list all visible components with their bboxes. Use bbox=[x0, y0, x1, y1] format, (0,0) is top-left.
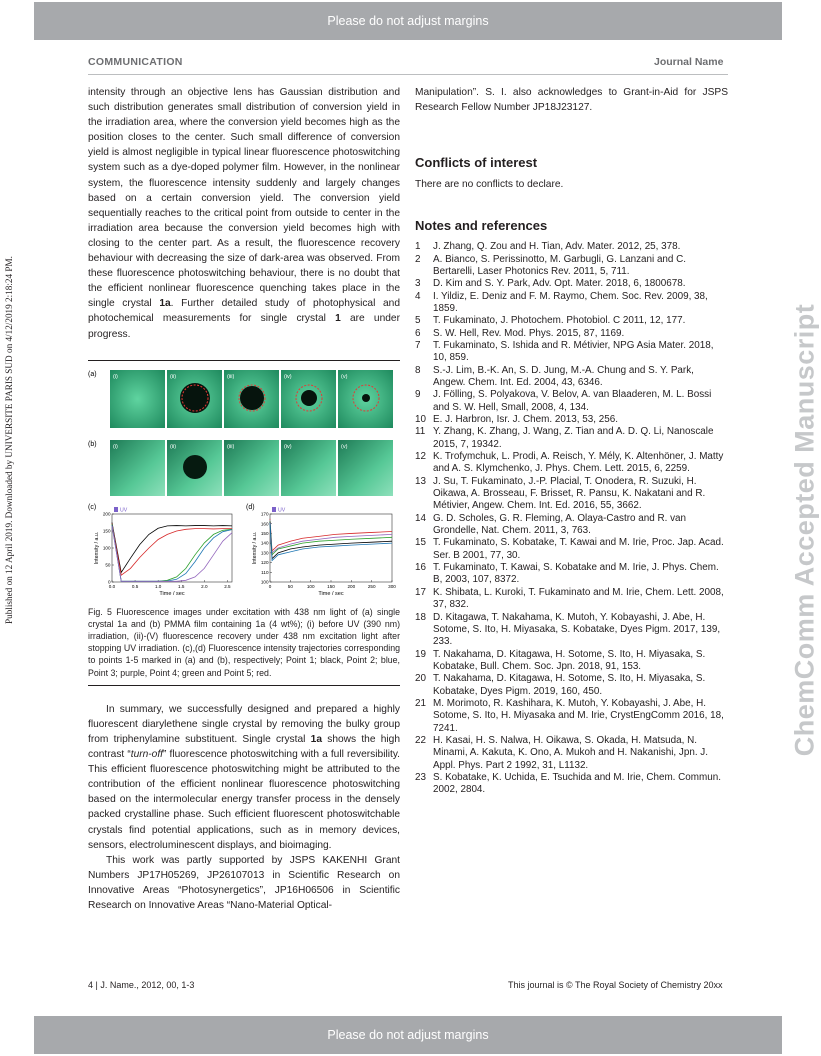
reference-item bbox=[415, 612, 728, 649]
y-tick-label: 170 bbox=[260, 511, 269, 517]
series-line bbox=[270, 519, 392, 552]
reference-text: M. Morimoto, R. Kashihara, K. Mutoh, Y. Kobayashi, J. Abe, H. Sotome, S. Ito, H. Miyasaka and M. Irie, CrystEngComm 2016, 18, 7241. bbox=[433, 697, 724, 734]
reference-item bbox=[415, 476, 728, 513]
reference-number: 13 bbox=[415, 475, 426, 487]
x-tick-label: 2.5 bbox=[224, 583, 231, 589]
reference-number: 4 bbox=[415, 290, 421, 302]
reference-item bbox=[415, 315, 728, 327]
reference-text: A. Bianco, S. Perissinotto, M. Garbugli, G. Lanzani and C. Bertarelli, Laser Photonics Rev. 2011, 5, 711. bbox=[433, 253, 687, 277]
chart-panel-c bbox=[94, 507, 232, 597]
x-tick-label: 0 bbox=[268, 583, 272, 589]
reference-text: J. Su, T. Fukaminato, J.-P. Placial, T. Onodera, R. Suzuki, H. Oikawa, A. Brosseau, F. Brisset, R. Pansu, K. Nakatani and R. Métivier, Angew. Chem. Int. Ed. 2016, 55, 3662. bbox=[433, 475, 706, 512]
reference-number: 17 bbox=[415, 586, 426, 598]
figure-caption: Fig. 5 Fluorescence images under excitation with 438 nm light of (a) single crystal 1a and (b) PMMA film containing 1a (4 wt%); (i) before UV (390 nm) irradiation, (ii)-(V) fluorescence recovery under 438 nm excitation light after stopping UV irradiation. (c),(d) Fluorescence intensity trajectories corresponding to points 1-5 marked in (a) and (b), respectively; Point 1; black, Point 2; blue, Point 3; purple, Point 4; green and Point 5; red. bbox=[88, 606, 400, 678]
uv-annotation: UV bbox=[278, 507, 286, 514]
reference-item bbox=[415, 278, 728, 290]
frame-label: (i) bbox=[113, 443, 118, 450]
x-tick-label: 300 bbox=[388, 583, 396, 589]
dark-area bbox=[301, 390, 317, 406]
reference-text: E. J. Harbron, Isr. J. Chem. 2013, 53, 256. bbox=[433, 414, 618, 425]
reference-list bbox=[415, 241, 728, 796]
uv-annotation: UV bbox=[120, 507, 128, 514]
reference-text: T. Fukaminato, S. Ishida and R. Métivier, NPG Asia Mater. 2018, 10, 859. bbox=[433, 339, 714, 364]
series-line bbox=[112, 523, 232, 575]
reference-text: T. Fukaminato, J. Photochem. Photobiol. C 2011, 12, 177. bbox=[433, 315, 686, 327]
reference-text: T. Fukaminato, S. Kobatake, T. Kawai and M. Irie, Proc. Jap. Acad. Ser. B 2001, 77, 30. bbox=[433, 537, 724, 561]
x-axis-label: Time / sec bbox=[159, 590, 185, 597]
reference-text: S. W. Hell, Rev. Mod. Phys. 2015, 87, 1169. bbox=[433, 327, 625, 339]
reference-text: S.-J. Lim, B.-K. An, S. D. Jung, M.-A. Chung and S. Y. Park, Angew. Chem. Int. Ed. 2004, 43, 6346. bbox=[433, 364, 694, 388]
reference-number: 9 bbox=[415, 389, 421, 401]
frame-label: (iii) bbox=[227, 443, 235, 450]
film-image-frame bbox=[110, 440, 165, 496]
plot-frame bbox=[270, 514, 392, 582]
reference-text: T. Fukaminato, T. Kawai, S. Kobatake and M. Irie, J. Phys. Chem. B, 2003, 107, 8372. bbox=[433, 562, 719, 586]
reference-number: 22 bbox=[415, 734, 426, 746]
reference-number: 5 bbox=[415, 315, 421, 327]
x-tick-label: 200 bbox=[347, 583, 356, 589]
y-tick-label: 160 bbox=[260, 520, 269, 526]
reference-item bbox=[415, 291, 728, 316]
y-tick-label: 140 bbox=[260, 540, 269, 546]
reference-item bbox=[415, 241, 728, 253]
frame-label: (ii) bbox=[170, 373, 177, 380]
reference-number: 19 bbox=[415, 648, 426, 660]
panel-d-label: (d) bbox=[246, 503, 255, 511]
notes-heading: Notes and references bbox=[415, 218, 548, 234]
reference-number: 14 bbox=[415, 512, 426, 524]
reference-item bbox=[415, 451, 728, 476]
body-paragraph: intensity through an objective lens has Gaussian distribution and such distribution generates small distribution of conversion yield in the irradiation area, where the conversion yield becomes high as the position closes to the center. Such small difference of conversion yield is almost negligible in typical linear fluorescence photoswitching system such as a dye-doped polymer film. However, in the nonlinear system, the fluorescence intensity suddenly and largely changes based on a certain conversion yield. The conversion yield sequentially reaches to the critical point from outside to center in the irradiation area because the conversion yield becomes high with closing to the center part. As a result, the fluorescence recovery behaviour with decreasing the size of dark-area was observed. From these fluorescence photoswitching behaviour, there is no doubt that the efficient nonlinear fluorescence quenching takes place in the single crystal 1a. Further detailed study of photophysical and photochemical measurements for single crystal 1 are under progress. bbox=[88, 87, 400, 340]
section-label: COMMUNICATION bbox=[88, 56, 183, 68]
figure-5-graphic bbox=[88, 368, 400, 600]
panel-c-label: (c) bbox=[88, 503, 97, 511]
reference-text: D. Kitagawa, T. Nakahama, K. Mutoh, Y. Kobayashi, J. Abe, H. Sotome, S. Ito, H. Miyasaka, S. Kobatake, Dyes Pigm. 2017, 139, 233. bbox=[433, 611, 721, 648]
y-tick-label: 100 bbox=[102, 545, 111, 551]
reference-text: S. Kobatake, K. Uchida, E. Tsuchida and M. Irie, Chem. Commun. 2002, 2804. bbox=[433, 771, 721, 796]
reference-item bbox=[415, 254, 728, 279]
dark-area bbox=[180, 383, 210, 413]
reference-item bbox=[415, 562, 728, 587]
acknowledgement-continuation: Manipulation”. S. I. also acknowledges to Grant-in-Aid for JSPS Research Fellow Number JP18J23127. bbox=[415, 87, 728, 114]
frame-label: (ii) bbox=[170, 443, 177, 450]
reference-item bbox=[415, 414, 728, 426]
summary-section: In summary, we successfully designed and prepared a highly fluorescent diarylethene single crystal by removing the bulky group from triphenylamine substituent. Single crystal 1a shows the high contrast “turn-off” fluorescence photoswitching with a full reversibility. This efficient fluorescence photoswitching might be attributed to the contribution of the efficient nonlinear fluorescence photoswitching based on the intermolecular energy transfer process in the densely packed crystalline phase. Such efficient fluorescent photoswitchable crystals find potential applications, such as in memory devices, sensors, electroluminescent displays, and bioimaging. This work was partly supported by JSPS KAKENHI Grant Numbers JP17H05269, JP26107013 in Scientific Research on Innovative Areas “Photosynergetics”, JP16H06506 in Scientific Research on Innovative Areas “Nano-Material Optical- bbox=[88, 702, 400, 913]
uv-marker bbox=[114, 507, 118, 512]
reference-text: T. Nakahama, D. Kitagawa, H. Sotome, S. Ito, H. Miyasaka, S. Kobatake, Bull. Chem. Soc. Jpn. 2018, 91, 153. bbox=[433, 648, 706, 672]
reference-number: 15 bbox=[415, 537, 426, 549]
reference-item bbox=[415, 649, 728, 674]
reference-text: J. Fölling, S. Polyakova, V. Belov, A. van Blaaderen, M. L. Bossi and S. W. Hell, Small, 2008, 4, 134. bbox=[433, 389, 712, 413]
y-tick-label: 100 bbox=[260, 579, 269, 585]
footer-citation: 4 | J. Name., 2012, 00, 1-3 bbox=[88, 980, 195, 990]
reference-number: 3 bbox=[415, 278, 421, 290]
reference-item bbox=[415, 698, 728, 735]
y-axis-label: Intensity / a.u. bbox=[252, 531, 258, 564]
top-margin-banner: Please do not adjust margins bbox=[34, 2, 782, 40]
publication-side-note: Published on 12 April 2019. Downloaded by UNIVERSITE PARIS SUD on 4/12/2019 2:18:24 PM. bbox=[4, 256, 14, 624]
x-tick-label: 0.0 bbox=[108, 583, 116, 589]
header-rule bbox=[88, 74, 728, 75]
dark-area bbox=[240, 386, 264, 410]
reference-item bbox=[415, 426, 728, 451]
frame-label: (iii) bbox=[227, 373, 235, 380]
right-column bbox=[415, 85, 728, 797]
x-tick-label: 2.0 bbox=[201, 583, 208, 589]
reference-number: 10 bbox=[415, 414, 426, 425]
reference-number: 2 bbox=[415, 253, 421, 265]
figure-rule bbox=[88, 685, 400, 686]
conflicts-heading: Conflicts of interest bbox=[415, 155, 538, 171]
reference-item bbox=[415, 772, 728, 797]
y-tick-label: 0 bbox=[107, 579, 111, 585]
reference-text: J. Zhang, Q. Zou and H. Tian, Adv. Mater. 2012, 25, 378. bbox=[433, 241, 681, 253]
reference-text: K. Shibata, L. Kuroki, T. Fukaminato and M. Irie, Chem. Lett. 2008, 37, 832. bbox=[433, 586, 724, 611]
x-tick-label: 100 bbox=[306, 583, 315, 589]
x-tick-label: 150 bbox=[327, 583, 335, 589]
reference-text: D. Kim and S. Y. Park, Adv. Opt. Mater. 2018, 6, 1800678. bbox=[433, 278, 686, 290]
reference-text: T. Nakahama, D. Kitagawa, H. Sotome, S. Ito, H. Miyasaka, S. Kobatake, Dyes Pigm. 2019, 160, 450. bbox=[433, 673, 706, 697]
reference-number: 21 bbox=[415, 697, 426, 709]
conflicts-text: There are no conflicts to declare. bbox=[415, 179, 564, 191]
reference-text: G. D. Scholes, G. R. Fleming, A. Olaya-Castro and R. van Grondelle, Nat. Chem. 2011, 3, 763. bbox=[433, 512, 687, 537]
reference-number: 20 bbox=[415, 673, 426, 685]
y-tick-label: 150 bbox=[260, 530, 269, 536]
series-line bbox=[112, 524, 232, 580]
reference-number: 11 bbox=[415, 426, 426, 438]
x-tick-label: 250 bbox=[367, 583, 376, 589]
panel-a-label: (a) bbox=[88, 370, 97, 378]
reference-number: 18 bbox=[415, 611, 426, 623]
y-tick-label: 150 bbox=[102, 528, 111, 534]
reference-item bbox=[415, 587, 728, 612]
accepted-manuscript-watermark: ChemComm Accepted Manuscript bbox=[789, 303, 820, 757]
left-column bbox=[88, 85, 400, 913]
reference-item bbox=[415, 328, 728, 340]
reference-text: K. Trofymchuk, L. Prodi, A. Reisch, Y. Mély, K. Altenhöner, J. Matty and A. S. Klymchenko, J. Phys. Chem. Lett. 2015, 6, 2259. bbox=[433, 451, 724, 475]
dark-area bbox=[362, 394, 370, 402]
x-tick-label: 50 bbox=[287, 583, 293, 589]
x-tick-label: 1.5 bbox=[178, 583, 185, 589]
y-tick-label: 200 bbox=[102, 511, 111, 517]
reference-number: 1 bbox=[415, 241, 421, 253]
reference-item bbox=[415, 735, 728, 772]
reference-number: 23 bbox=[415, 771, 426, 783]
reference-item bbox=[415, 365, 728, 390]
reference-number: 8 bbox=[415, 364, 421, 376]
reference-number: 12 bbox=[415, 451, 426, 463]
y-tick-label: 130 bbox=[260, 550, 269, 556]
y-tick-label: 120 bbox=[260, 559, 269, 565]
footer-copyright: This journal is © The Royal Society of Chemistry 20xx bbox=[508, 980, 723, 990]
y-axis-label: Intensity / a.u. bbox=[94, 531, 100, 564]
reference-item bbox=[415, 340, 728, 365]
frame-label: (iv) bbox=[284, 373, 292, 380]
journal-name: Journal Name bbox=[654, 56, 724, 68]
frame-label: (v) bbox=[341, 443, 348, 450]
reference-number: 16 bbox=[415, 562, 426, 574]
series-line bbox=[112, 522, 232, 572]
x-tick-label: 0.5 bbox=[131, 583, 139, 589]
reference-text: I. Yildiz, E. Deniz and F. M. Raymo, Chem. Soc. Rev. 2009, 38, 1859. bbox=[433, 290, 708, 314]
reference-item bbox=[415, 673, 728, 698]
acknowledgement-paragraph: This work was partly supported by JSPS KAKENHI Grant Numbers JP17H05269, JP26107013 in Scientific Research on Innovative Areas “Photosynergetics”, JP16H06506 in Scientific Research on Innovative Areas “Nano-Material Optical- bbox=[88, 854, 400, 912]
uv-marker bbox=[272, 507, 276, 512]
plot-frame bbox=[112, 514, 232, 582]
reference-number: 6 bbox=[415, 327, 421, 339]
dark-area bbox=[183, 455, 207, 479]
y-tick-label: 50 bbox=[105, 562, 111, 568]
reference-item bbox=[415, 513, 728, 538]
bottom-margin-banner: Please do not adjust margins bbox=[34, 1016, 782, 1054]
reference-number: 7 bbox=[415, 339, 421, 351]
reference-item bbox=[415, 537, 728, 562]
reference-item bbox=[415, 389, 728, 414]
reference-text: Y. Zhang, K. Zhang, J. Wang, Z. Tian and A. D. Q. Li, Nanoscale 2015, 7, 19342. bbox=[433, 426, 714, 450]
reference-text: H. Kasai, H. S. Nalwa, H. Oikawa, S. Okada, H. Matsuda, N. Minami, A. Kakuta, K. Ono, A. Mukoh and H. Nakanishi, Jpn. J. Appl. Phys. Part 2 1992, 31, L1132. bbox=[433, 734, 708, 771]
figure-5 bbox=[88, 360, 400, 686]
frame-label: (i) bbox=[113, 373, 118, 380]
panel-b-label: (b) bbox=[88, 440, 97, 448]
y-tick-label: 110 bbox=[261, 569, 269, 575]
frame-label: (v) bbox=[341, 373, 348, 380]
x-tick-label: 1.0 bbox=[154, 583, 162, 589]
crystal-image-frame bbox=[110, 370, 165, 428]
x-axis-label: Time / sec bbox=[318, 590, 344, 597]
chart-panel-d bbox=[252, 507, 396, 597]
frame-label: (iv) bbox=[284, 443, 292, 450]
